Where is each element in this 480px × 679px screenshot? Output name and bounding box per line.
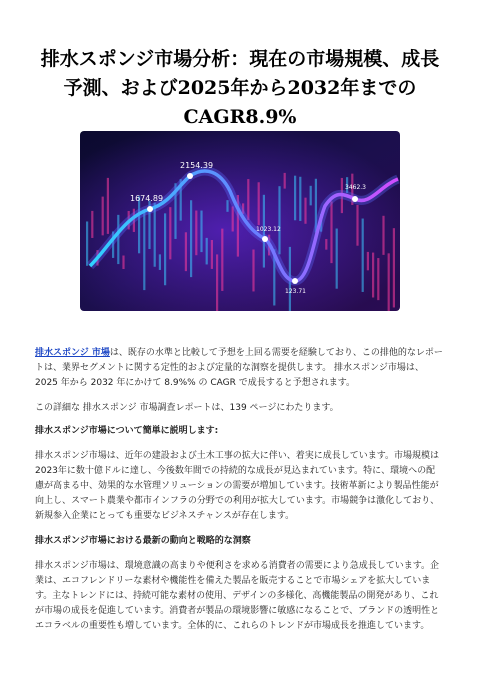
hero-image	[80, 131, 400, 311]
candlestick-bar	[372, 253, 374, 298]
chart-label: 1023.12	[256, 226, 281, 233]
candlestick-bar	[185, 232, 187, 271]
candlestick-bar	[382, 216, 384, 255]
section-heading-trends: 排水スポンジ市場における最新の動向と戦略的な洞察	[35, 536, 251, 546]
intro-paragraph	[35, 346, 444, 391]
candlestick-bar	[195, 210, 197, 255]
candlestick-bar	[164, 213, 166, 285]
candlestick-bar	[107, 178, 109, 234]
candlestick-bar	[278, 186, 280, 254]
article-body	[35, 346, 444, 644]
section-heading-overview: 排水スポンジ市場について簡単に説明します:	[35, 426, 219, 436]
point-marker	[187, 173, 193, 179]
candlestick-bar	[86, 221, 88, 265]
stock-chart-illustration	[80, 131, 400, 311]
candlestick-bar	[122, 256, 124, 270]
chart-label: 2154.39	[180, 161, 214, 170]
candlestick-bar	[310, 186, 312, 206]
candlestick-bar	[330, 201, 332, 263]
candlestick-bar	[388, 253, 390, 311]
candlestick-bar	[252, 250, 254, 292]
candlestick-bar	[299, 177, 301, 221]
candlestick-bar	[325, 239, 327, 250]
candlestick-bar	[159, 254, 161, 270]
candlestick-bar	[232, 206, 234, 231]
candlestick-bar	[206, 238, 208, 265]
document-title	[20, 45, 460, 132]
candlestick-bar	[284, 173, 286, 189]
candlestick-bar	[362, 219, 364, 292]
point-marker	[262, 236, 268, 242]
chart-label: 123.71	[285, 288, 306, 295]
trends-paragraph: 排水スポンジ市場は、環境意識の高まりや便利さを求める消費者の需要により急成長しています。企業は、エコフレンドリーな素材や機能性を備えた製品を販売することで市場シェアを拡大しています。主なトレンドには、持続可能な素材の使用、デザインの多様化、高機能製品の開発があり、これが市場の成長を促進しています。消費者が製品の環境影響に敏感になることで、ブランドの透明性とエコラベルの重要性も増しています。全体的に、これらのトレンドが市場成長を推進しています。	[35, 561, 440, 631]
candlestick-bar	[211, 240, 213, 269]
market-link[interactable]: 排水スポンジ 市場	[35, 348, 110, 358]
intro-text: は、既存の水準と比較して予想を上回る需要を経験しており、この排他的なレポートは、業界セグメントに関する定性的および定量的な洞察を提供します。 排水スポンジ市場は、2025 年から 2032 年にかけて 8.9%% の CAGR で成長すると予想されます。	[35, 348, 443, 388]
chart-label: 3462.3	[345, 184, 366, 191]
point-marker	[147, 206, 153, 212]
candlestick-bar	[91, 211, 93, 238]
candlestick-bar	[226, 200, 228, 212]
candlestick-bar	[216, 254, 218, 311]
candlestick-bar	[367, 252, 369, 270]
candlestick-bar	[258, 182, 260, 225]
candlestick-bar	[143, 211, 145, 290]
candlestick-bar	[221, 229, 223, 291]
candlestick-bar	[200, 211, 202, 253]
overview-paragraph: 排水スポンジ市場は、近年の建設および土木工事の拡大に伴い、着実に成長しています。市場規模は2023年に数十億ドルに達し、今後数年間での持続的な成長が見込まれています。特に、環境への配慮が高まる中、効果的な水管理ソリューションの需要が増加しています。技術革新により製品性能が向上し、スマート農業や都市インフラの分野での利用が拡大しています。市場競争は激化しており、新規参入企業にとっても重要なビジネスチャンスが存在します。	[35, 451, 440, 521]
title-line-2: 予測、および2025年から2032年までの	[63, 76, 417, 99]
candlestick-bar	[304, 198, 306, 224]
candlestick-bar	[102, 197, 104, 236]
candlestick-bar	[247, 179, 249, 220]
candlestick-bar	[336, 229, 338, 289]
candlestick-bar	[356, 205, 358, 246]
candlestick-bar	[190, 200, 192, 277]
title-line-1: 排水スポンジ市場分析：現在の市場規模、成長	[40, 47, 440, 70]
candlestick-bar	[377, 258, 379, 300]
title-line-3: CAGR8.9%	[183, 105, 297, 128]
pages-paragraph: この詳細な 排水スポンジ 市場調査レポートは、139 ページにわたります。	[35, 403, 339, 413]
candlestick-bar	[169, 207, 171, 259]
candlestick-bar	[294, 176, 296, 221]
candlestick-bar	[393, 228, 395, 307]
point-marker	[352, 196, 358, 202]
candlestick-bar	[138, 196, 140, 253]
point-marker	[292, 278, 298, 284]
chart-label: 1674.89	[130, 194, 164, 203]
